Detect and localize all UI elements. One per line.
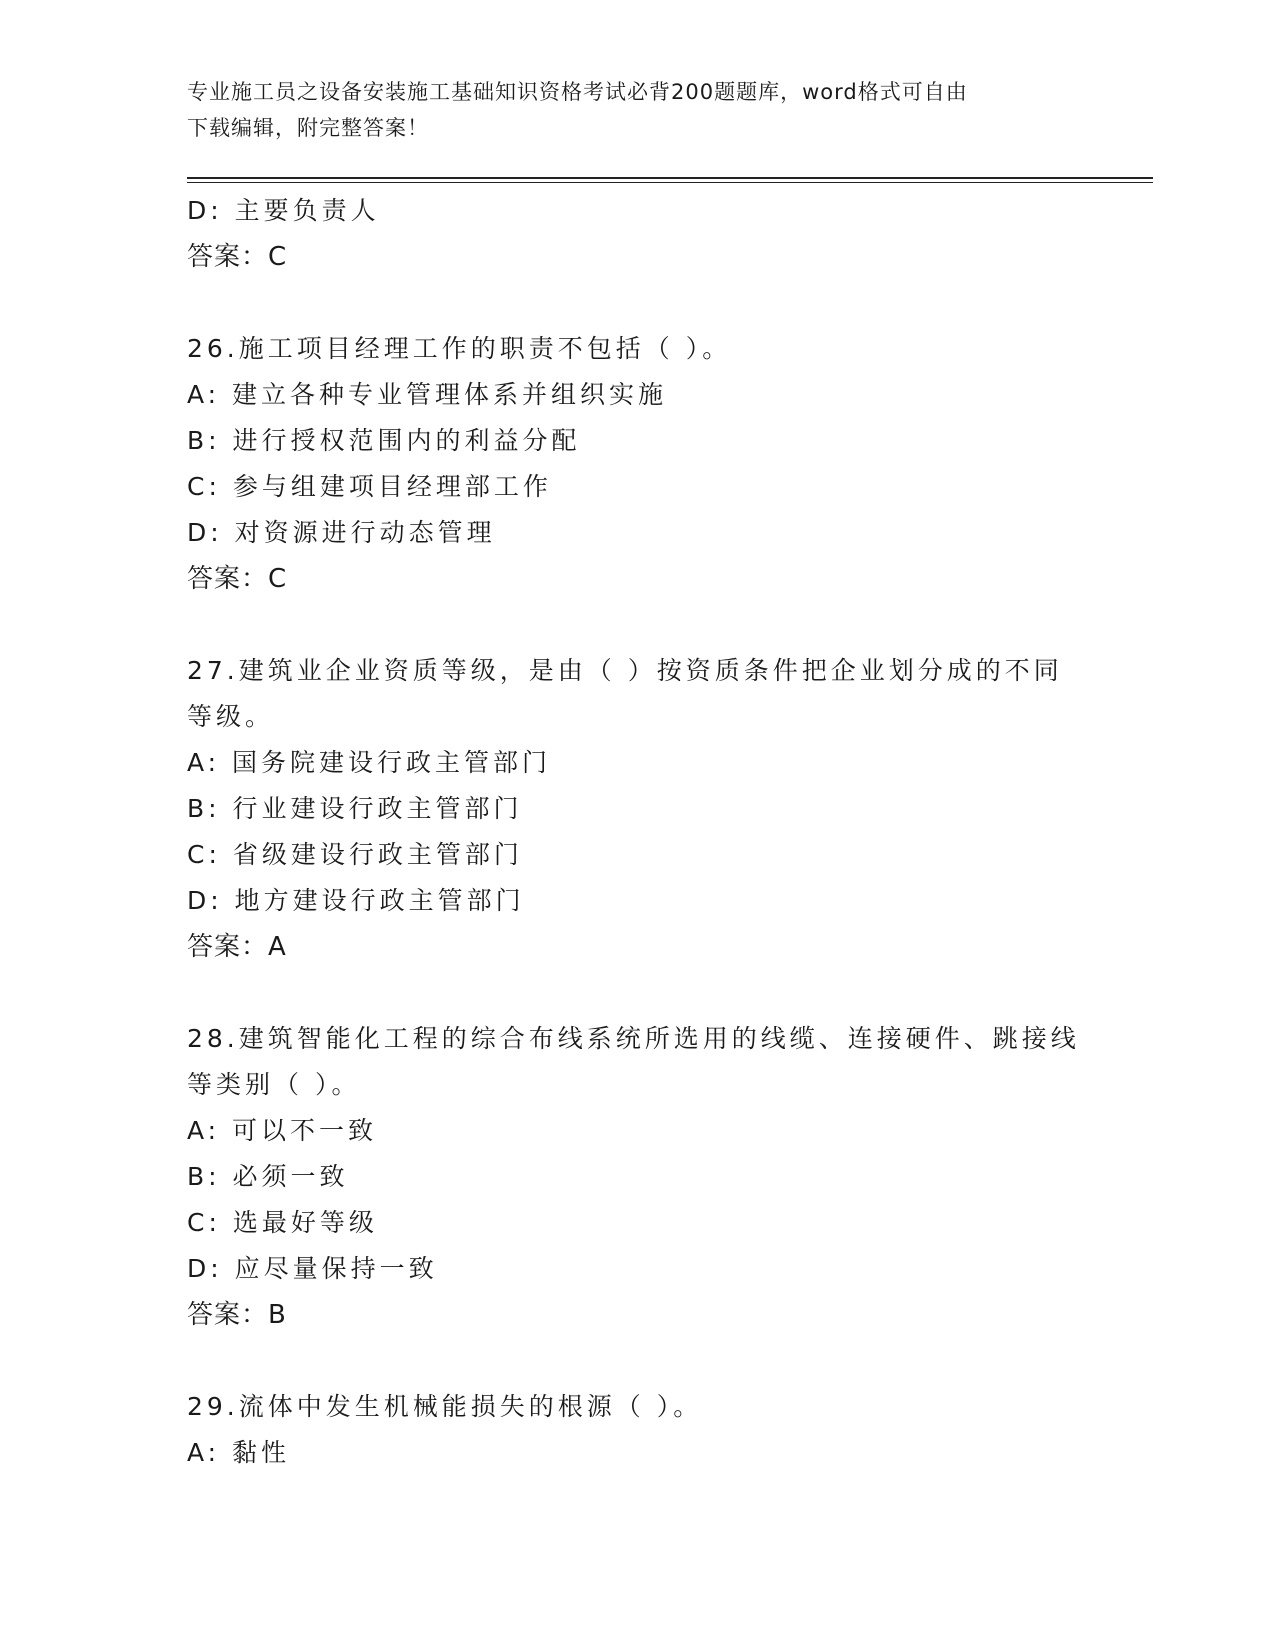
question-stem-continued: 等类别（ ）。 xyxy=(187,1070,361,1099)
answer: 答案：B xyxy=(187,1300,287,1330)
option-b: B: 行业建设行政主管部门 xyxy=(187,794,523,823)
header-line-1: 专业施工员之设备安装施工基础知识资格考试必背200题题库，word格式可自由 xyxy=(187,80,968,104)
header-line-2: 下载编辑，附完整答案！ xyxy=(187,116,429,140)
question-29 xyxy=(187,1384,1087,1476)
option-d: D: 地方建设行政主管部门 xyxy=(187,886,525,915)
question-stem: 26.施工项目经理工作的职责不包括（ ）。 xyxy=(187,334,732,363)
header-divider-thin xyxy=(187,182,1153,183)
option-a: A: 黏性 xyxy=(187,1438,291,1467)
answer: 答案：C xyxy=(187,242,288,272)
option-a: A: 国务院建设行政主管部门 xyxy=(187,748,552,777)
question-27 xyxy=(187,648,1087,970)
option-d: D: 应尽量保持一致 xyxy=(187,1254,438,1283)
option-b: B: 必须一致 xyxy=(187,1162,349,1191)
document-header xyxy=(187,74,1087,146)
question-content xyxy=(187,188,1087,1476)
option-c: C: 省级建设行政主管部门 xyxy=(187,840,523,869)
answer: 答案：A xyxy=(187,932,287,962)
option-d: D: 主要负责人 xyxy=(187,196,380,225)
option-d: D: 对资源进行动态管理 xyxy=(187,518,496,547)
header-divider-thick xyxy=(187,177,1153,179)
option-b: B: 进行授权范围内的利益分配 xyxy=(187,426,581,455)
option-c: C: 参与组建项目经理部工作 xyxy=(187,472,552,501)
option-a: A: 可以不一致 xyxy=(187,1116,378,1145)
question-26 xyxy=(187,326,1087,602)
answer: 答案：C xyxy=(187,564,288,594)
question-stem-continued: 等级。 xyxy=(187,702,275,731)
question-stem: 27.建筑业企业资质等级，是由（ ）按资质条件把企业划分成的不同 xyxy=(187,656,1063,685)
question-28 xyxy=(187,1016,1087,1338)
option-a: A: 建立各种专业管理体系并组织实施 xyxy=(187,380,668,409)
question-stem: 28.建筑智能化工程的综合布线系统所选用的线缆、连接硬件、跳接线 xyxy=(187,1024,1080,1053)
question-stem: 29.流体中发生机械能损失的根源（ ）。 xyxy=(187,1392,703,1421)
option-c: C: 选最好等级 xyxy=(187,1208,378,1237)
